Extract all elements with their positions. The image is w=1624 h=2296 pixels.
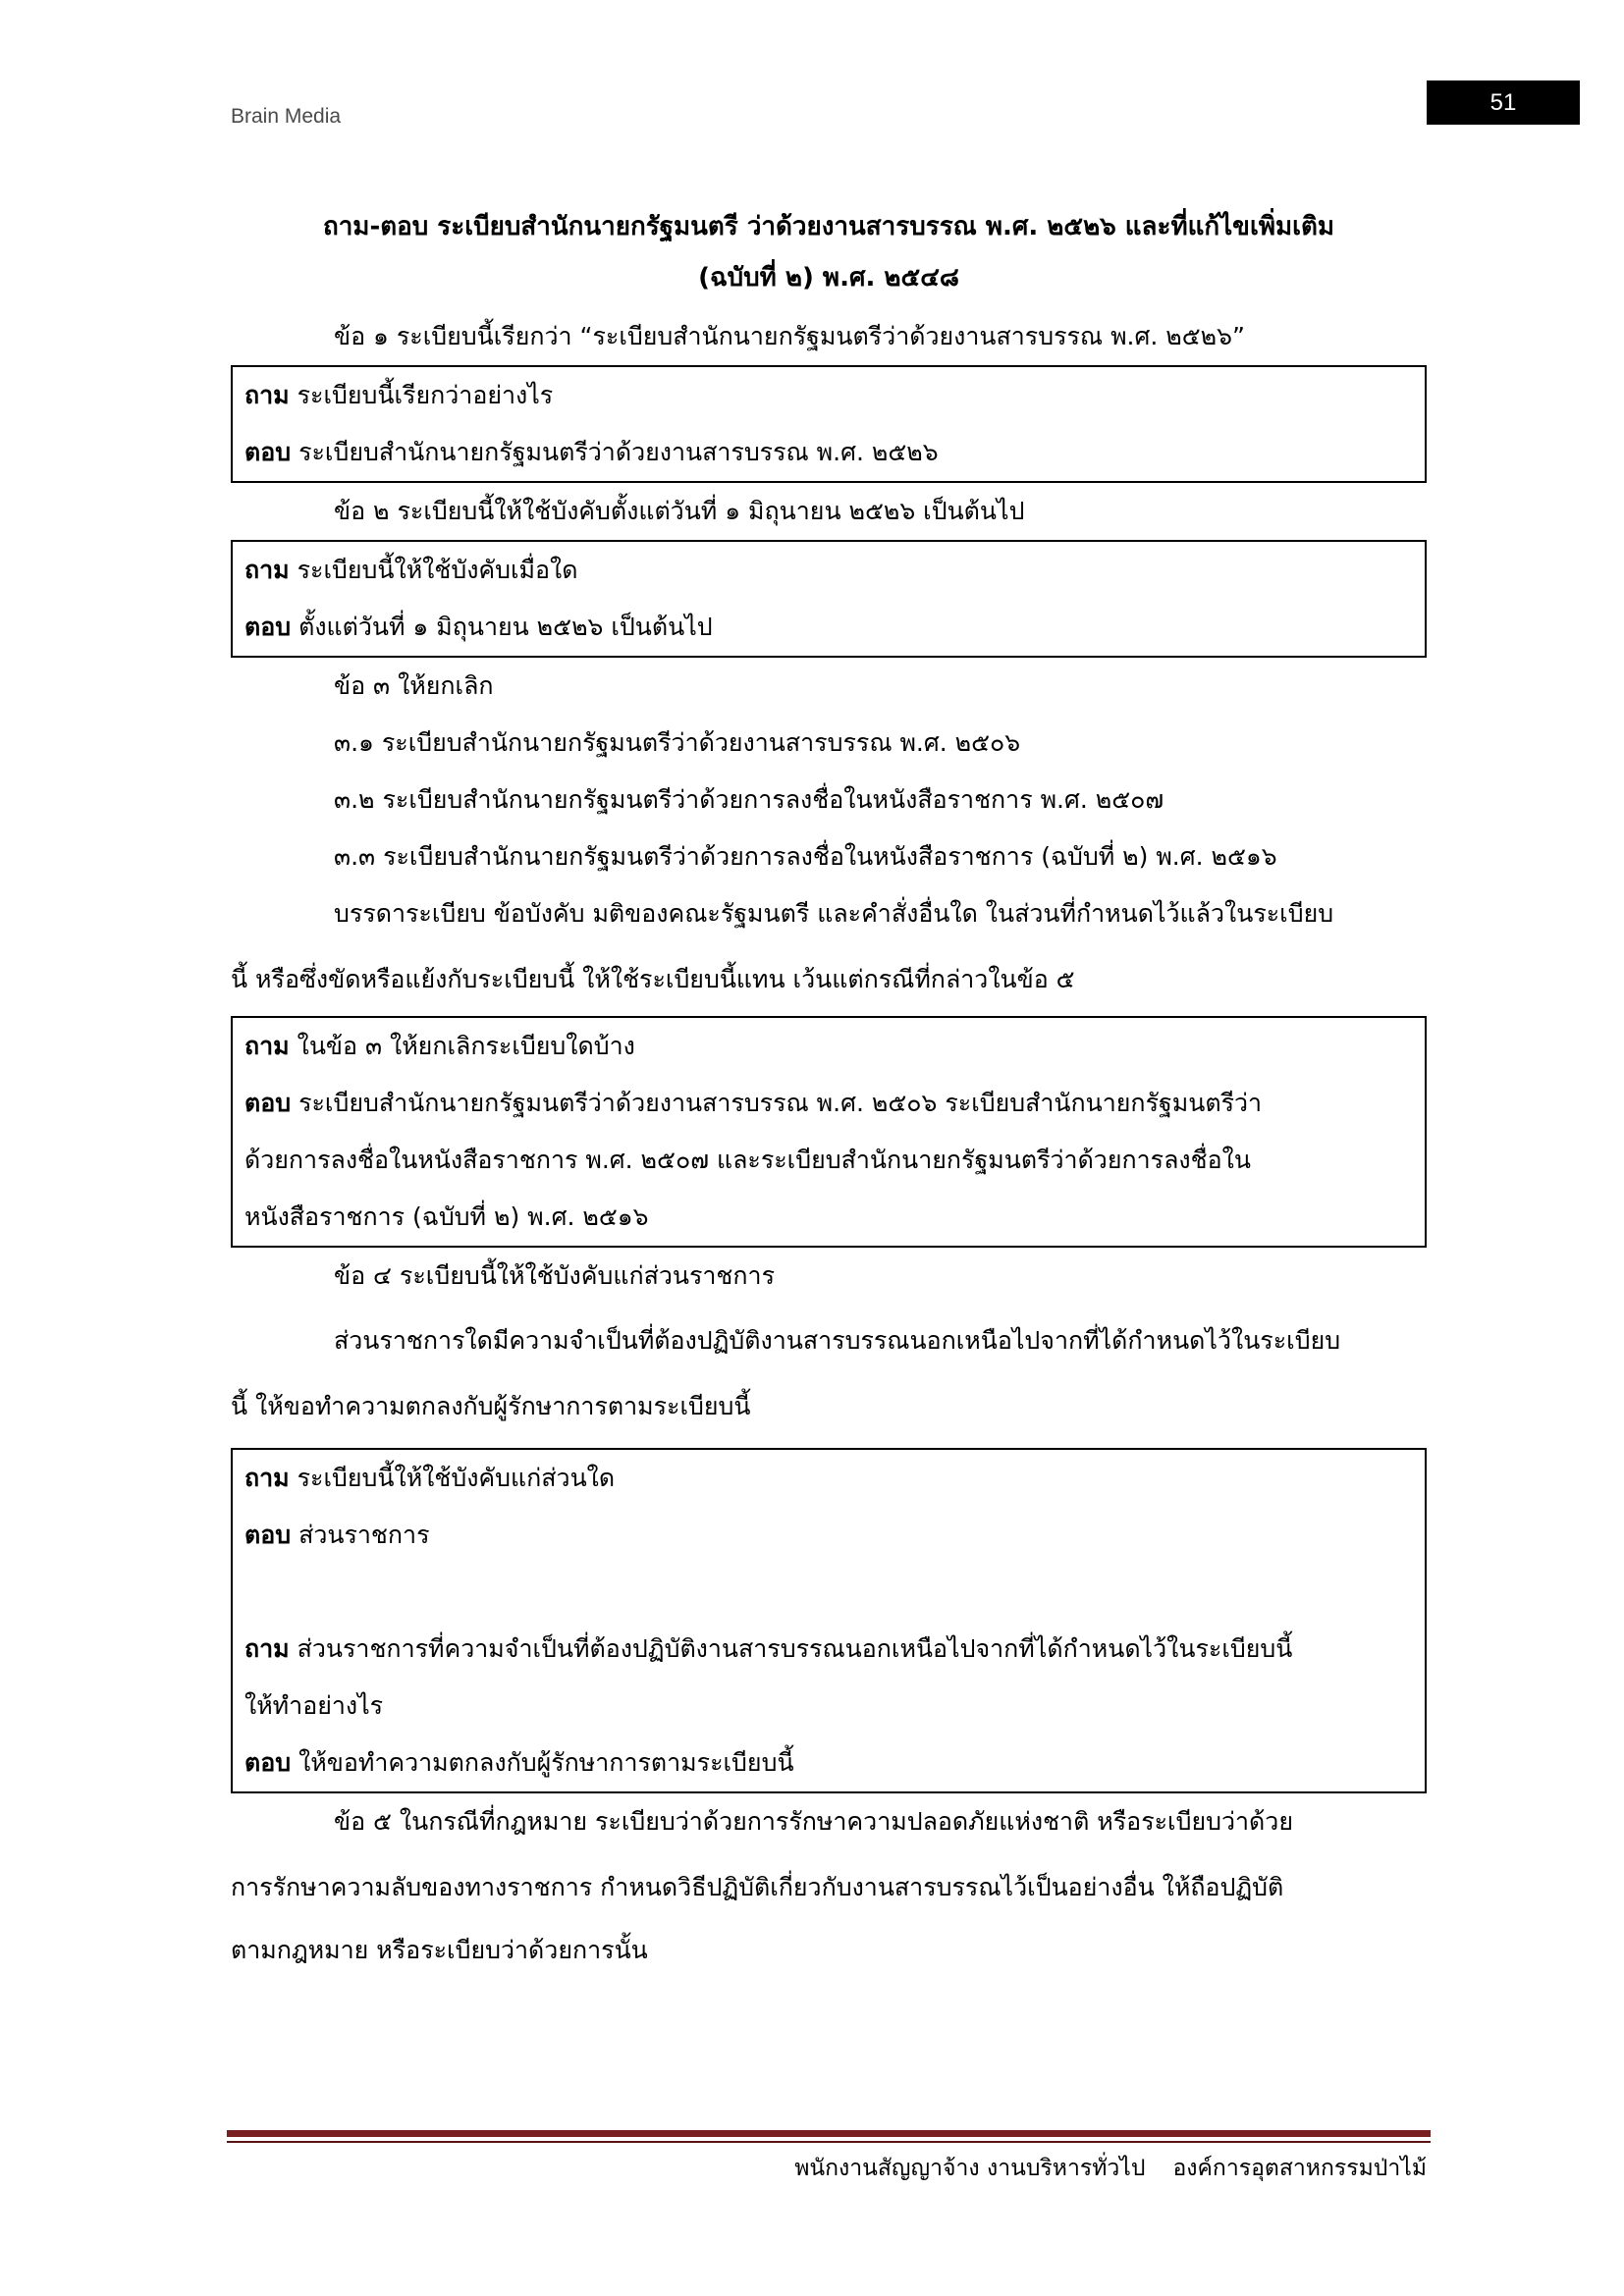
clause-4-paragraph-line-1: ส่วนราชการใดมีความจำเป็นที่ต้องปฏิบัติงานสารบรรณนอกเหนือไปจากที่ได้กำหนดไว้ในระเบียบ: [334, 1326, 1341, 1355]
question-text: ระเบียบนี้ให้ใช้บังคับเมื่อใด: [297, 556, 578, 584]
qa-box-1: [231, 365, 1427, 483]
answer-text: ระเบียบสำนักนายกรัฐมนตรีว่าด้วยงานสารบรรณ พ.ศ. ๒๕๐๖ ระเบียบสำนักนายกรัฐมนตรีว่า: [298, 1089, 1263, 1117]
clause-5-line-2: การรักษาความลับของทางราชการ กำหนดวิธีปฏิบัติเกี่ยวกับงานสารบรรณไว้เป็นอย่างอื่น ให้ถือปฏิบัติ: [231, 1873, 1284, 1901]
answer-text-continued: หนังสือราชการ (ฉบับที่ ๒) พ.ศ. ๒๕๑๖: [244, 1202, 649, 1231]
qa-box-2: [231, 540, 1427, 658]
clause-2: ข้อ ๒ ระเบียบนี้ให้ใช้บังคับตั้งแต่วันที่ ๑ มิถุนายน ๒๕๒๖ เป็นต้นไป: [334, 497, 1025, 525]
answer-text: ตั้งแต่วันที่ ๑ มิถุนายน ๒๕๒๖ เป็นต้นไป: [298, 613, 713, 641]
question-text: ระเบียบนี้เรียกว่าอย่างไร: [297, 381, 554, 409]
question-text: ส่วนราชการที่ความจำเป็นที่ต้องปฏิบัติงานสารบรรณนอกเหนือไปจากที่ได้กำหนดไว้ในระเบียบนี้: [297, 1634, 1293, 1663]
question-label: ถาม: [244, 1464, 290, 1492]
answer-text: ส่วนราชการ: [298, 1521, 430, 1549]
answer-label: ตอบ: [244, 438, 292, 466]
footer: [794, 2150, 1427, 2187]
answer-label: ตอบ: [244, 613, 292, 641]
answer-label: ตอบ: [244, 1089, 292, 1117]
qa-question: [244, 1018, 1413, 1075]
clause-4-heading: ข้อ ๔ ระเบียบนี้ให้ใช้บังคับแก่ส่วนราชการ: [334, 1261, 775, 1290]
footer-organization: องค์การอุตสาหกรรมป่าไม้: [1172, 2156, 1427, 2181]
title-line-2: (ฉบับที่ ๒) พ.ศ. ๒๕๔๘: [698, 263, 959, 293]
title-line-1: ถาม-ตอบ ระเบียบสำนักนายกรัฐมนตรี ว่าด้วยงานสารบรรณ พ.ศ. ๒๕๒๖ และที่แก้ไขเพิ่มเติม: [322, 212, 1335, 241]
footer-position: พนักงานสัญญาจ้าง งานบริหารทั่วไป: [794, 2156, 1146, 2181]
qa-answer: [244, 1735, 1413, 1791]
document-body: [231, 201, 1427, 1979]
clause-3-item-3: ๓.๓ ระเบียบสำนักนายกรัฐมนตรีว่าด้วยการลงชื่อในหนังสือราชการ (ฉบับที่ ๒) พ.ศ. ๒๕๑๖: [334, 842, 1277, 871]
qa-question: [244, 367, 1413, 424]
question-label: ถาม: [244, 1634, 290, 1663]
footer-divider: [227, 2130, 1431, 2137]
question-label: ถาม: [244, 381, 290, 409]
clause-5-line-3: ตามกฎหมาย หรือระเบียบว่าด้วยการนั้น: [231, 1936, 648, 1964]
clause-3-heading: ข้อ ๓ ให้ยกเลิก: [334, 671, 494, 700]
qa-answer: [244, 599, 1413, 656]
clause-5-line-1: ข้อ ๕ ในกรณีที่กฎหมาย ระเบียบว่าด้วยการรักษาความปลอดภัยแห่งชาติ หรือระเบียบว่าด้วย: [334, 1807, 1293, 1836]
question-text-continued: ให้ทำอย่างไร: [244, 1691, 384, 1720]
clause-1: ข้อ ๑ ระเบียบนี้เรียกว่า “ระเบียบสำนักนายกรัฐมนตรีว่าด้วยงานสารบรรณ พ.ศ. ๒๕๒๖”: [334, 322, 1245, 350]
answer-text: ระเบียบสำนักนายกรัฐมนตรีว่าด้วยงานสารบรรณ พ.ศ. ๒๕๒๖: [298, 438, 939, 466]
qa-box-3: [231, 1016, 1427, 1248]
answer-text: ให้ขอทำความตกลงกับผู้รักษาการตามระเบียบนี้: [298, 1748, 794, 1777]
qa-question: [244, 1621, 1413, 1678]
clause-3-paragraph-line-2: นี้ หรือซึ่งขัดหรือแย้งกับระเบียบนี้ ให้ใช้ระเบียบนี้แทน เว้นแต่กรณีที่กล่าวในข้อ ๕: [231, 965, 1075, 993]
qa-answer: [244, 1075, 1413, 1132]
question-text: ระเบียบนี้ให้ใช้บังคับแก่ส่วนใด: [297, 1464, 616, 1492]
question-text: ในข้อ ๓ ให้ยกเลิกระเบียบใดบ้าง: [297, 1032, 635, 1060]
qa-answer: [244, 1507, 1413, 1564]
clause-3-paragraph-line-1: บรรดาระเบียบ ข้อบังคับ มติของคณะรัฐมนตรี และคำสั่งอื่นใด ในส่วนที่กำหนดไว้แล้วในระเบียบ: [334, 899, 1334, 928]
qa-box-4: [231, 1448, 1427, 1793]
answer-label: ตอบ: [244, 1521, 292, 1549]
page-number-badge: 51: [1427, 80, 1580, 125]
footer-divider-thin: [227, 2141, 1431, 2143]
qa-answer: [244, 424, 1413, 481]
qa-question: [244, 542, 1413, 599]
clause-4-paragraph-line-2: นี้ ให้ขอทำความตกลงกับผู้รักษาการตามระเบียบนี้: [231, 1392, 751, 1420]
answer-text-continued: ด้วยการลงชื่อในหนังสือราชการ พ.ศ. ๒๕๐๗ และระเบียบสำนักนายกรัฐมนตรีว่าด้วยการลงชื่อใน: [244, 1146, 1251, 1174]
question-label: ถาม: [244, 556, 290, 584]
qa-question: [244, 1450, 1413, 1507]
header-brand: Brain Media: [231, 105, 342, 128]
document-title: [231, 201, 1427, 303]
clause-3-item-2: ๓.๒ ระเบียบสำนักนายกรัฐมนตรีว่าด้วยการลงชื่อในหนังสือราชการ พ.ศ. ๒๕๐๗: [334, 785, 1164, 814]
blank-spacer: [244, 1564, 1413, 1621]
answer-label: ตอบ: [244, 1748, 292, 1777]
clause-3-item-1: ๓.๑ ระเบียบสำนักนายกรัฐมนตรีว่าด้วยงานสารบรรณ พ.ศ. ๒๕๐๖: [334, 728, 1021, 757]
question-label: ถาม: [244, 1032, 290, 1060]
